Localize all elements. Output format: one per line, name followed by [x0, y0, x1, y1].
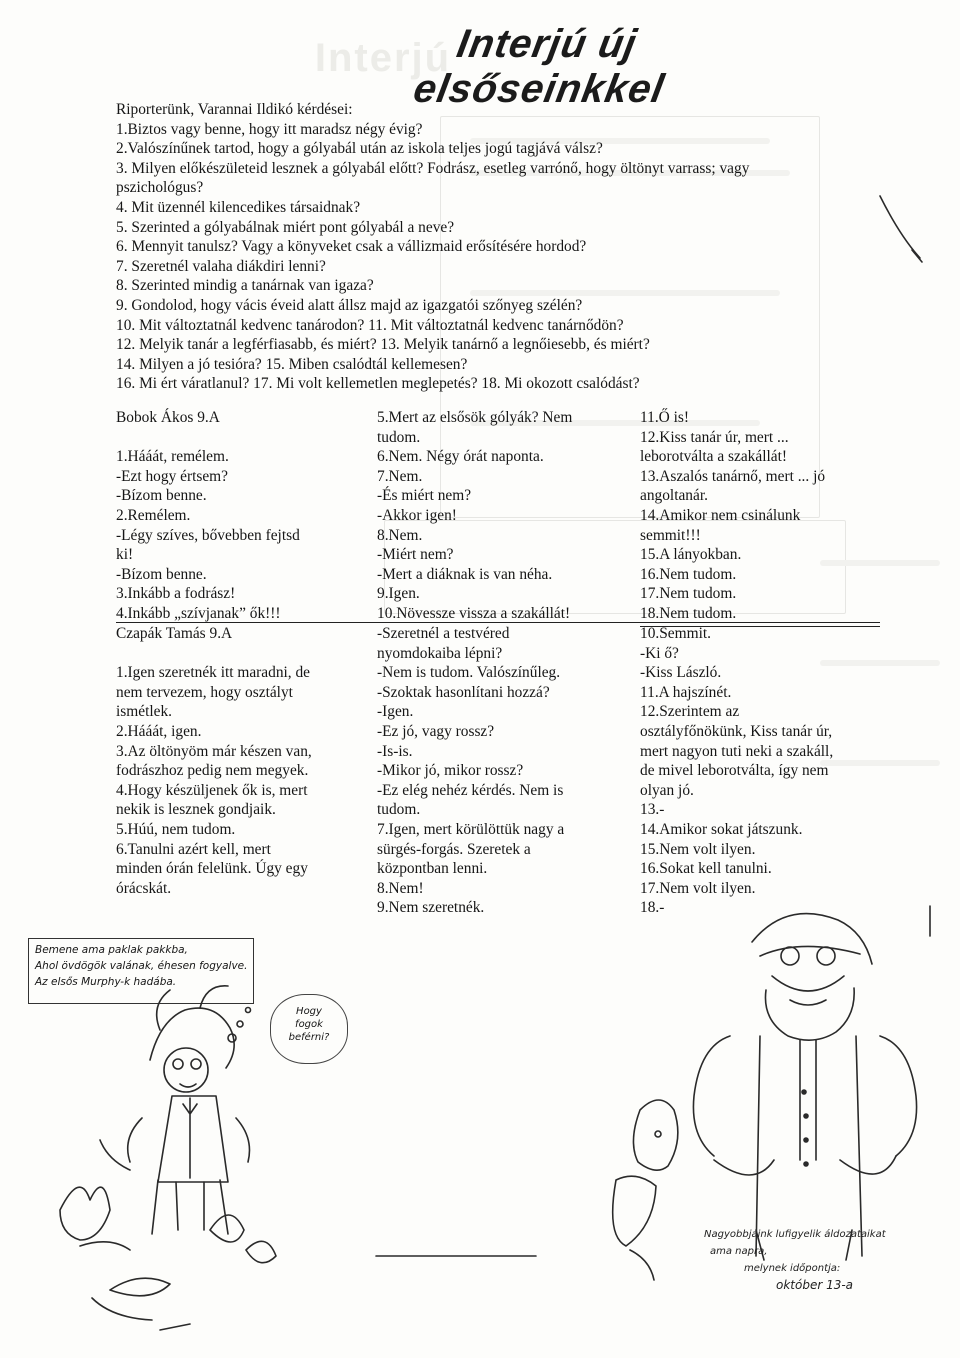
- signature-line: Nagyobbjaink lufigyelik áldozataikat: [704, 1229, 886, 1240]
- intro-line: 3. Milyen előkészületeid lesznek a gólyabál előtt? Fodrász, esetleg varrónő, hogy öltönyt varrass; vagy: [116, 159, 750, 177]
- freshman-cartoon: [60, 986, 276, 1330]
- answer-line: -Bízom benne.: [116, 565, 207, 583]
- answer-line: -És miért nem?: [377, 487, 472, 505]
- answer-line: nem tervezem, hogy osztályt: [116, 683, 293, 701]
- answer-line: 5.Mert az elsősök gólyák? Nem: [377, 409, 573, 426]
- answer-line: 15.A lányokban.: [640, 546, 742, 564]
- answer-line: tudom.: [377, 801, 421, 819]
- answer-line: 1.Igen szeretnék itt maradni, de: [116, 664, 311, 682]
- answer-line: 5.Húú, nem tudom.: [116, 820, 236, 838]
- answer-line: -Mert a diáknak is van néha.: [377, 565, 553, 583]
- answer-line: 7.Igen, mert körülöttük nagy a: [377, 820, 565, 838]
- answer-line: -Is-is.: [377, 742, 413, 760]
- page-title: Interjú új elsőseinkkel: [410, 22, 668, 111]
- answer-line: 13.Aszalós tanárnő, mert ... jó: [640, 467, 826, 485]
- answer-line: osztályfőnökünk, Kiss tanár úr,: [640, 722, 833, 740]
- answer-line: sürgés-forgás. Szeretek a: [377, 840, 531, 858]
- answer-line: semmit!!!: [640, 526, 701, 544]
- answer-line: -Akkor igen!: [377, 506, 457, 524]
- answer-line: órácskát.: [116, 879, 172, 897]
- intro-line: 1.Biztos vagy benne, hogy itt maradsz négy évig?: [116, 120, 423, 138]
- answer-line: 10.Semmit.: [640, 625, 711, 642]
- answer-line: tudom.: [377, 428, 421, 446]
- answer-line: 11.A hajszínét.: [640, 683, 732, 701]
- intro-line: Riporterünk, Varannai Ildikó kérdései:: [116, 101, 353, 118]
- signature-line: ama napra,: [710, 1246, 768, 1257]
- note-line: Az elsős Murphy-k hadába.: [35, 976, 177, 988]
- intro-line: 12. Melyik tanár a legférfiasabb, és miért? 13. Melyik tanárnő a legnőiesebb, és miért?: [116, 336, 650, 354]
- intro-line: 14. Milyen a jó tesióra? 15. Miben csalódtál kellemesen?: [116, 355, 468, 373]
- answer-line: 18.Nem tudom.: [640, 604, 737, 622]
- banner-ghost-text: Interjú: [314, 36, 452, 80]
- note-line: Bemene ama paklak pakkba,: [35, 944, 188, 956]
- answer-line: 10.Növessze vissza a szakállát!: [377, 604, 571, 622]
- intro-line: 6. Mennyit tanulsz? Vagy a könyveket csak a vállizmaid erősítésére hordod?: [116, 238, 587, 256]
- answer-line: -Miért nem?: [377, 546, 454, 564]
- answer-line: 14.Amikor sokat játszunk.: [640, 820, 803, 838]
- signature-line: melynek időpontja:: [744, 1263, 841, 1274]
- answer-line: -Kiss László.: [640, 664, 722, 682]
- intro-line: 9. Gondolod, hogy vácis éveid alatt állsz majd az igazgatói szőnyeg szélén?: [116, 296, 583, 314]
- answer-line: -Mikor jó, mikor rossz?: [377, 762, 524, 780]
- answer-line: 11.Ő is!: [640, 409, 690, 426]
- answer-line: -Igen.: [377, 703, 414, 721]
- answer-line: Czapák Tamás 9.A: [116, 625, 233, 642]
- answer-line: angoltanár.: [640, 487, 708, 505]
- answer-line: 17.Nem volt ilyen.: [640, 879, 756, 897]
- answer-line: minden órán felelünk. Úgy egy: [116, 860, 308, 878]
- answer-line: 6.Tanulni azért kell, mert: [116, 840, 271, 858]
- answer-line: Bobok Ákos 9.A: [116, 409, 220, 426]
- answer-line: 2.Hááát, igen.: [116, 722, 202, 740]
- answer-line: 7.Nem.: [377, 467, 423, 485]
- answer-line: -Ez jó, vagy rossz?: [377, 722, 495, 740]
- answer-line: -Szeretnél a testvéred: [377, 625, 510, 642]
- intro-line: 8. Szerinted mindig a tanárnak van igaza?: [116, 277, 374, 295]
- answer-line: 17.Nem tudom.: [640, 585, 737, 603]
- answer-line: leborotválta a szakállát!: [640, 448, 787, 466]
- answer-line: 12.Kiss tanár úr, mert ...: [640, 428, 789, 446]
- answer-line: de mivel leborotválta, így nem: [640, 762, 829, 780]
- answer-line: központban lenni.: [377, 860, 488, 878]
- answer-line: -Légy szíves, bővebben fejtsd: [116, 526, 300, 544]
- answer-line: fodrászhoz pedig nem megyek.: [116, 762, 309, 780]
- intro-line: 4. Mit üzennél kilencedikes társaidnak?: [116, 198, 361, 216]
- answer-line: 8.Nem.: [377, 526, 423, 544]
- answer-line: -Bízom benne.: [116, 487, 207, 505]
- intro-line: 10. Mit változtatnál kedvenc tanárodon? 11. Mit változtatnál kedvenc tanárnődön?: [116, 316, 624, 334]
- answer-line: 3.Inkább a fodrász!: [116, 585, 236, 603]
- answer-line: 4.Hogy készüljenek ők is, mert: [116, 781, 308, 799]
- intro-line: pszichológus?: [116, 179, 204, 197]
- answer-line: 9.Igen.: [377, 585, 420, 603]
- answer-line: mert nagyon tuti neki a szakáll,: [640, 742, 834, 760]
- answer-line: ismétlek.: [116, 703, 172, 721]
- answer-line: 3.Az öltönyöm már készen van,: [116, 742, 312, 760]
- answer-line: 14.Amikor nem csinálunk: [640, 506, 801, 524]
- answer-line: ki!: [116, 546, 134, 564]
- answer-line: 16.Sokat kell tanulni.: [640, 860, 772, 878]
- answer-line: 9.Nem szeretnék.: [377, 899, 485, 917]
- answer-line: 4.Inkább „szívjanak” ők!!!: [116, 604, 281, 622]
- bubble-line: Hogy: [296, 1006, 322, 1017]
- bubble-line: fogok: [295, 1019, 323, 1030]
- answer-line: -Ezt hogy értsem?: [116, 467, 228, 485]
- answer-line: 16.Nem tudom.: [640, 565, 737, 583]
- answer-line: 13.-: [640, 801, 665, 819]
- answer-line: -Nem is tudom. Valószínűleg.: [377, 664, 561, 682]
- bubble-line: beférni?: [288, 1032, 330, 1043]
- answer-line: 15.Nem volt ilyen.: [640, 840, 756, 858]
- intro-line: 7. Szeretnél valaha diákdiri lenni?: [116, 257, 326, 275]
- intro-line: 5. Szerinted a gólyabálnak miért pont gólyabál a neve?: [116, 218, 455, 236]
- answer-line: 8.Nem!: [377, 879, 424, 897]
- intro-line: 16. Mi ért váratlanul? 17. Mi volt kellemetlen meglepetés? 18. Mi okozott csalódást?: [116, 375, 640, 393]
- answer-line: 2.Remélem.: [116, 506, 191, 524]
- answer-line: -Ki ő?: [640, 644, 679, 662]
- pen-mark: [880, 196, 922, 262]
- answer-line: nekik is lesznek gondjaik.: [116, 801, 276, 819]
- answer-line: -Szoktak hasonlítani hozzá?: [377, 683, 550, 701]
- answer-line: 18.-: [640, 899, 665, 917]
- answer-line: 6.Nem. Négy órát naponta.: [377, 448, 544, 466]
- answer-line: 1.Hááát, remélem.: [116, 448, 229, 466]
- signature-date: október 13-a: [776, 1278, 854, 1292]
- intro-line: 2.Valószínűnek tartod, hogy a gólyabál után az iskola teljes jogú tagjává válsz?: [116, 140, 603, 158]
- answer-line: -Ez elég nehéz kérdés. Nem is: [377, 781, 564, 799]
- answer-line: 12.Szerintem az: [640, 703, 740, 721]
- signature-note: [704, 1226, 930, 1294]
- answer-line: nyomdokaiba lépni?: [377, 644, 503, 662]
- note-line: Ahol övdögök valának, éhesen fogyalve.: [35, 960, 248, 972]
- answer-line: olyan jó.: [640, 781, 694, 799]
